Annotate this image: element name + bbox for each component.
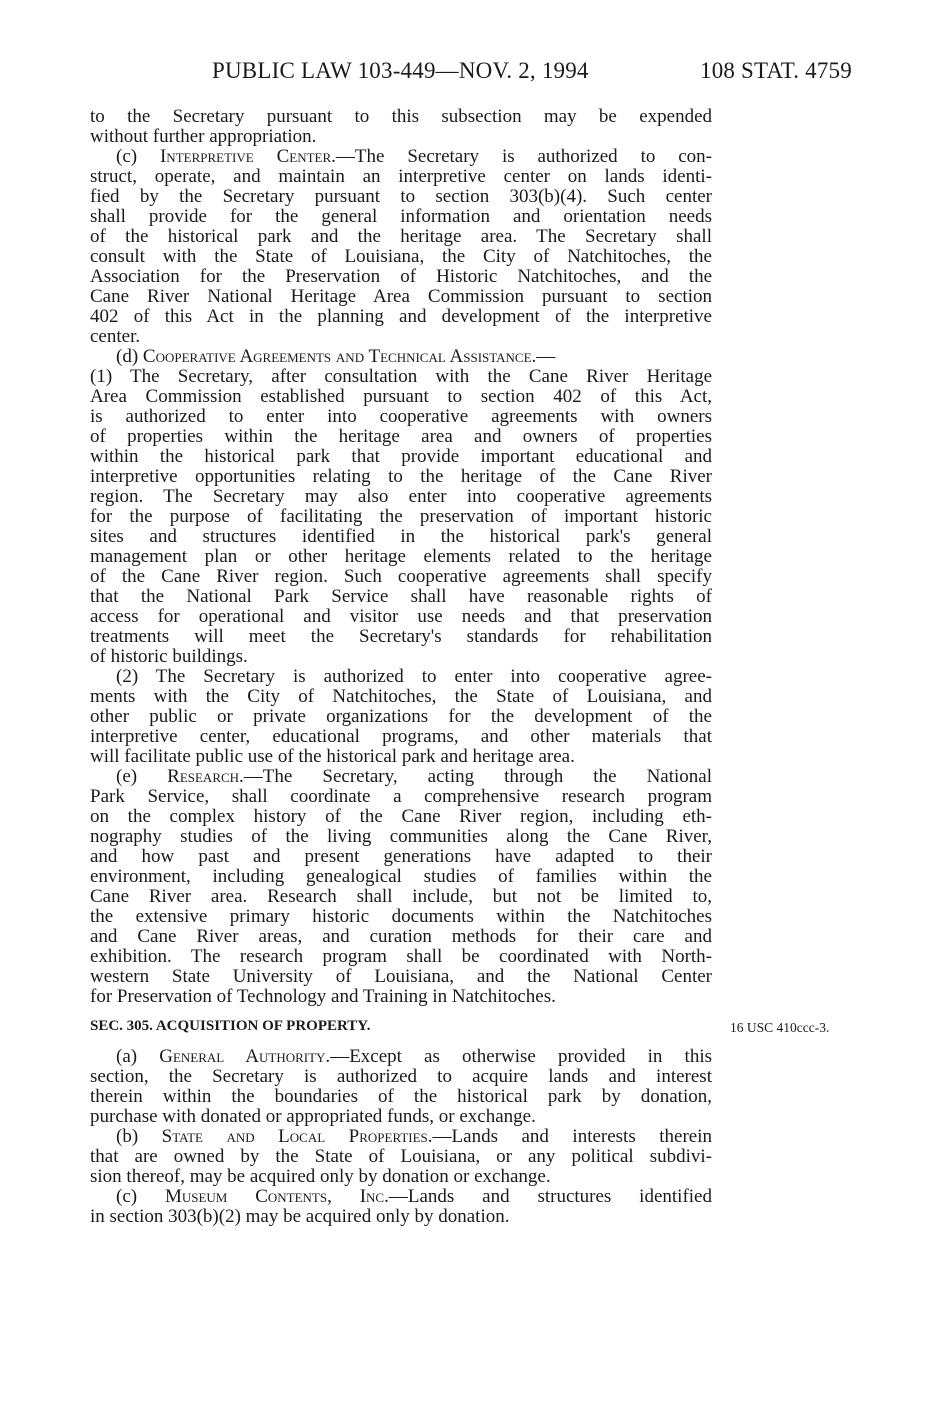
line-text: Cane River area. Research shall include, but not be limited to,: [90, 887, 712, 907]
section-heading: SEC. 305. ACQUISITION OF PROPERTY.: [90, 1018, 371, 1034]
line-text: interpretive opportunities relating to the heritage of the Cane River: [90, 467, 712, 487]
text-line: [90, 707, 712, 727]
page-stat-number: 108 STAT. 4759: [700, 58, 852, 83]
line-text: —Except as otherwise provided in this: [330, 1047, 712, 1067]
line-text: for Preservation of Technology and Training in Natchitoches.: [90, 987, 556, 1007]
text-line: [90, 1167, 712, 1187]
paragraph-label: (c): [116, 1187, 165, 1207]
line-text: will facilitate public use of the historical park and heritage area.: [90, 747, 575, 767]
text-line: [90, 747, 712, 767]
text-line: [90, 387, 712, 407]
line-text: 402 of this Act in the planning and development of the interpretive: [90, 307, 712, 327]
text-line: [90, 1047, 712, 1067]
line-text: Cane River National Heritage Area Commission pursuant to section: [90, 287, 712, 307]
text-line: [90, 1087, 712, 1107]
text-line: [90, 727, 712, 747]
text-line: [90, 307, 712, 327]
text-line: [90, 907, 712, 927]
line-text: —Lands and interests therein: [432, 1127, 712, 1147]
line-text: ments with the City of Natchitoches, the State of Louisiana, and: [90, 687, 712, 707]
text-line: [90, 527, 712, 547]
section-body-text: [90, 1047, 712, 1227]
text-line: [90, 267, 712, 287]
text-line: [90, 367, 712, 387]
line-text: treatments will meet the Secretary's standards for rehabilitation: [90, 627, 712, 647]
text-line: [90, 1107, 712, 1127]
line-text: (2) The Secretary is authorized to enter into cooperative agree-: [116, 667, 712, 687]
line-text: consult with the State of Louisiana, the City of Natchitoches, the: [90, 247, 712, 267]
line-text: within the historical park that provide important educational and: [90, 447, 712, 467]
line-text: for the purpose of facilitating the preservation of important historic: [90, 507, 712, 527]
line-text: section, the Secretary is authorized to acquire lands and interest: [90, 1067, 712, 1087]
line-text: sion thereof, may be acquired only by donation or exchange.: [90, 1167, 551, 1187]
text-line: [90, 127, 712, 147]
line-text: —: [536, 347, 556, 367]
line-text: and how past and present generations have adapted to their: [90, 847, 712, 867]
line-text: region. The Secretary may also enter into cooperative agreements: [90, 487, 712, 507]
subsection-title: State and Local Properties.: [161, 1127, 433, 1147]
margin-citation-note: 16 USC 410ccc-3.: [730, 1020, 830, 1035]
text-line: [90, 1067, 712, 1087]
line-text: on the complex history of the Cane River region, including eth-: [90, 807, 712, 827]
text-line: [90, 207, 712, 227]
text-line: [90, 287, 712, 307]
paragraph-label: (c): [116, 147, 160, 167]
text-line: [90, 167, 712, 187]
line-text: interpretive center, educational programs, and other materials that: [90, 727, 712, 747]
line-text: of the Cane River region. Such cooperative agreements shall specify: [90, 567, 712, 587]
line-text: Area Commission established pursuant to section 402 of this Act,: [90, 387, 712, 407]
running-header-title: PUBLIC LAW 103-449—NOV. 2, 1994: [212, 58, 589, 83]
subsection-title: Research.: [167, 767, 244, 787]
text-line: [90, 987, 712, 1007]
text-line: [90, 327, 712, 347]
paragraph-label: (d): [116, 347, 143, 367]
text-line: [90, 147, 712, 167]
text-line: [90, 347, 712, 367]
line-text: without further appropriation.: [90, 127, 317, 147]
text-line: [90, 647, 712, 667]
line-text: fied by the Secretary pursuant to section 303(b)(4). Such center: [90, 187, 712, 207]
text-line: [90, 427, 712, 447]
line-text: western State University of Louisiana, and the National Center: [90, 967, 712, 987]
text-line: [90, 467, 712, 487]
text-line: [90, 547, 712, 567]
subsection-title: Museum Contents, Inc.: [164, 1187, 389, 1207]
text-line: [90, 247, 712, 267]
line-text: Association for the Preservation of Historic Natchitoches, and the: [90, 267, 712, 287]
text-line: [90, 227, 712, 247]
line-text: nography studies of the living communities along the Cane River,: [90, 827, 712, 847]
line-text: access for operational and visitor use needs and that preservation: [90, 607, 712, 627]
text-line: [90, 1147, 712, 1167]
text-line: [90, 627, 712, 647]
text-line: [90, 447, 712, 467]
line-text: is authorized to enter into cooperative agreements with owners: [90, 407, 712, 427]
text-line: [90, 807, 712, 827]
text-line: [90, 847, 712, 867]
line-text: environment, including genealogical studies of families within the: [90, 867, 712, 887]
text-line: [90, 927, 712, 947]
line-text: (1) The Secretary, after consultation with the Cane River Heritage: [90, 367, 712, 387]
text-line: [90, 967, 712, 987]
paragraph-label: (e): [116, 767, 168, 787]
text-line: [90, 787, 712, 807]
text-line: [90, 687, 712, 707]
line-text: —The Secretary, acting through the National: [243, 767, 712, 787]
line-text: and Cane River areas, and curation methods for their care and: [90, 927, 712, 947]
line-text: sites and structures identified in the historical park's general: [90, 527, 712, 547]
text-line: [90, 487, 712, 507]
text-line: [90, 887, 712, 907]
text-line: [90, 767, 712, 787]
line-text: —Lands and structures identified: [388, 1187, 712, 1207]
line-text: —The Secretary is authorized to con-: [335, 147, 712, 167]
line-text: other public or private organizations for the development of the: [90, 707, 712, 727]
line-text: in section 303(b)(2) may be acquired only by donation.: [90, 1207, 510, 1227]
text-line: [90, 667, 712, 687]
paragraph-label: (b): [116, 1127, 162, 1147]
text-line: [90, 947, 712, 967]
line-text: of historic buildings.: [90, 647, 248, 667]
line-text: struct, operate, and maintain an interpretive center on lands identi-: [90, 167, 712, 187]
line-text: purchase with donated or appropriated funds, or exchange.: [90, 1107, 536, 1127]
subsection-title: Cooperative Agreements and Technical Assistance.: [142, 347, 537, 367]
text-line: [90, 1127, 712, 1147]
text-line: [90, 107, 712, 127]
text-line: [90, 187, 712, 207]
line-text: that the National Park Service shall have reasonable rights of: [90, 587, 712, 607]
body-text-block: [90, 107, 712, 1007]
text-line: [90, 507, 712, 527]
text-line: [90, 567, 712, 587]
line-text: exhibition. The research program shall be coordinated with North-: [90, 947, 712, 967]
paragraph-label: (a): [116, 1047, 160, 1067]
line-text: shall provide for the general information and orientation needs: [90, 207, 712, 227]
line-text: center.: [90, 327, 141, 347]
text-line: [90, 1207, 712, 1227]
text-line: [90, 587, 712, 607]
line-text: that are owned by the State of Louisiana, or any political subdivi-: [90, 1147, 712, 1167]
text-line: [90, 407, 712, 427]
line-text: of the historical park and the heritage area. The Secretary shall: [90, 227, 712, 247]
subsection-title: Interpretive Center.: [159, 147, 336, 167]
text-line: [90, 607, 712, 627]
text-line: [90, 867, 712, 887]
line-text: of properties within the heritage area and owners of properties: [90, 427, 712, 447]
line-text: therein within the boundaries of the historical park by donation,: [90, 1087, 712, 1107]
text-line: [90, 1187, 712, 1207]
line-text: to the Secretary pursuant to this subsection may be expended: [90, 107, 712, 127]
line-text: Park Service, shall coordinate a comprehensive research program: [90, 787, 712, 807]
line-text: the extensive primary historic documents within the Natchitoches: [90, 907, 712, 927]
subsection-title: General Authority.: [159, 1047, 331, 1067]
line-text: management plan or other heritage elements related to the heritage: [90, 547, 712, 567]
text-line: [90, 827, 712, 847]
